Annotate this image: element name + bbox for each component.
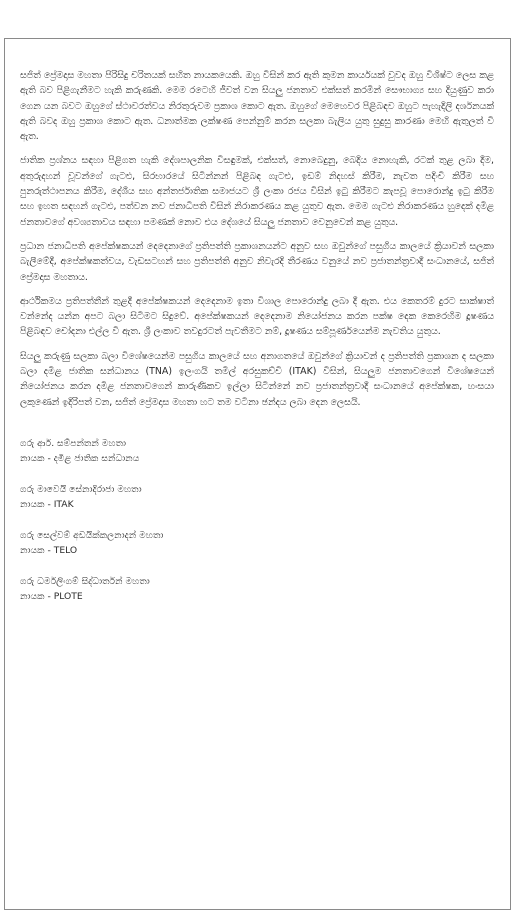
- paragraph-candidate-decision: ප්‍රධාන ජනාධිපති අපේක්ෂකයන් දෙදෙනාගේ ප්‍රතිපත්ති ප්‍රකාශනයන්ට අනුව සහ ඔවුන්ගේ පසුගිය කාලයේ ක්‍රියාවන් සලකා බැලීමේදී, අපේක්ෂකත්වය, වැඩසටහන් සහ ප්‍රතිපත්ති අනුව නිවැරදි තීරණය වනුයේ නව ප්‍රජාතන්ත්‍රවාදී සංධානයේ, සජිත් ප්‍රේමදාස මහතාය.: [20, 240, 494, 283]
- signature-siddharthan: [20, 574, 494, 605]
- paragraph-voting-appeal: සියලු කරුණු සලකා බලා විශේෂයෙන්ම පසුගිය කාලයේ සහ අනාගතයේ ඔවුන්ගේ ක්‍රියාවන් ද ප්‍රතිපත්ති ප්‍රකාශන ද සලකා බලා දමිළ ජාතික සන්ධානය (TNA) ඉලංගයි තමිල් අරසුකච්චි (ITAK) විසින්, සියලුම ජනතාවගෙන් විශේෂයෙන් නියෝජනය කරන දමිළ ජනතාවගෙන් කාරුණිකව ඉල්ලා සිටින්නේ නව ප්‍රජාතන්ත්‍රවාදී සංධානයේ අපේක්ෂක, හංසයා ලකුණෙන් ඉදිරිපත් වන, සජිත් ප්‍රේමදාස මහතා හට තම වටිනා ඡන්දය ලබා දෙන ලෙසයි.: [20, 350, 494, 408]
- signatory-title: නායක - දමිළ ජාතික සන්ධානය: [20, 453, 140, 465]
- signatory-name: ගරු ධර්මලිංගම් සිද්ධාර්තන් මහතා: [20, 575, 150, 587]
- paragraph-economic-policy: ආර්ථිකමය ප්‍රතිපත්තීන් තුළදී අපේක්ෂකයන් දෙදෙනාම ඉතා විශාල පොරොන්දු ලබා දී ඇත. එය කෙතරම් දුරට සාක්ෂාත් වන්නේද යන්න අපට බලා සිටීමට සිදුවේ. අපේක්ෂකයන් දෙදෙනාම නියෝජනය කරන පක්ෂ දෙක කෙරෙහිම දූෂණය පිළිබඳව චෝදනා එල්ල වී ඇත. ශ්‍රී ලංකාව තවදුරටත් පැවතීමට නම්, දූෂණය සම්පූර්ණයෙන්ම නැවතිය යුතුය.: [20, 295, 494, 338]
- signatory-name: ගරු ආර්. සම්පන්තන් මහතා: [20, 437, 127, 449]
- signatory-name: ගරු සෙල්වම් අඩයික්කලනාදන් මහතා: [20, 529, 164, 541]
- signatory-title: නායක - PLOTE: [20, 591, 83, 603]
- signature-block: [20, 436, 494, 605]
- signature-senathirajah: [20, 482, 494, 513]
- signatory-title: නායක - ITAK: [20, 499, 74, 511]
- paragraph-national-question: ජාතික ප්‍රශ්නය සඳහා පිළිගත හැකි දේශපාලනික විසඳුමක්, එක්සත්, නොබෙදුනු, බෙදිය නොහැකි, රටක් තුළ ලබා දීම, අතුරුදහන් වූවන්ගේ ගැටළු, සිරභාරයේ සිටින්නන් පිළිබඳ ගැටළු, ඉඩම් නිදහස් කිරීම, නැවත පදිංචි කිරීම සහ පුනරුත්ථාපනය කිරීම, දේශීය සහ අන්තර්ජාතික සමාජයට ශ්‍රී ලංකා රජය විසින් ඉටු කිරීමට කැපවූ පොරොන්දු ඉටු කිරීම සහ ඉහත සඳහන් ගැටළු, පත්වන නව ජනාධිපති විසින් නිරාකරණය කළ යුතුව ඇත. මෙම ගැටළු නිරාකරණය හුදෙක් දමිළ ජනතාවගේ අවශ්‍යතාවය සඳහා පමණක් නොව එය දේශයේ සියලු ජනතාව වෙනුවෙන් කළ යුතුය.: [20, 155, 494, 228]
- paragraph-character: සජිත් ප්‍රේමදාස මහතා පිරිසිදු චරිතයක් සහිත නායකයෙකි. ඔහු විසින් කර ඇති කුමන කාර්යයක් වුවද ඔහු විශිෂ්ට ලෙස කළ ඇති බව පිළිගැනීමට හැකි කරුණකි. මෙම රටෙහි ජීවත් වන සියලු ජනතාව එක්සත් කරමින් සෞභාග්‍ය සහ දියුණුව කරා ගෙන යන බවට ඔහුගේ ස්ථාවරත්වය නිරතුරුවම ප්‍රකාශ කොට ඇත. ඔහුගේ මෙහෙවර පිළිබඳව ඔහුට පැහැදිලි දර්ශනයක් ඇති බවද ඔහු ප්‍රකාශ කොට ඇත. ධනාත්මක ලක්ෂණ පෙන්නුම් කරන සලකා බැලිය යුතු සුදුසු කාරණා මෙහි ඇතුලත් වී ඇත.: [20, 70, 494, 143]
- signature-adaikkalanathan: [20, 528, 494, 559]
- signature-sampanthan: [20, 436, 494, 467]
- signatory-title: නායක - TELO: [20, 545, 78, 557]
- signatory-name: ගරු මාවෙයි සේනාදිරාජා මහතා: [20, 483, 142, 495]
- letter-body: [20, 68, 494, 620]
